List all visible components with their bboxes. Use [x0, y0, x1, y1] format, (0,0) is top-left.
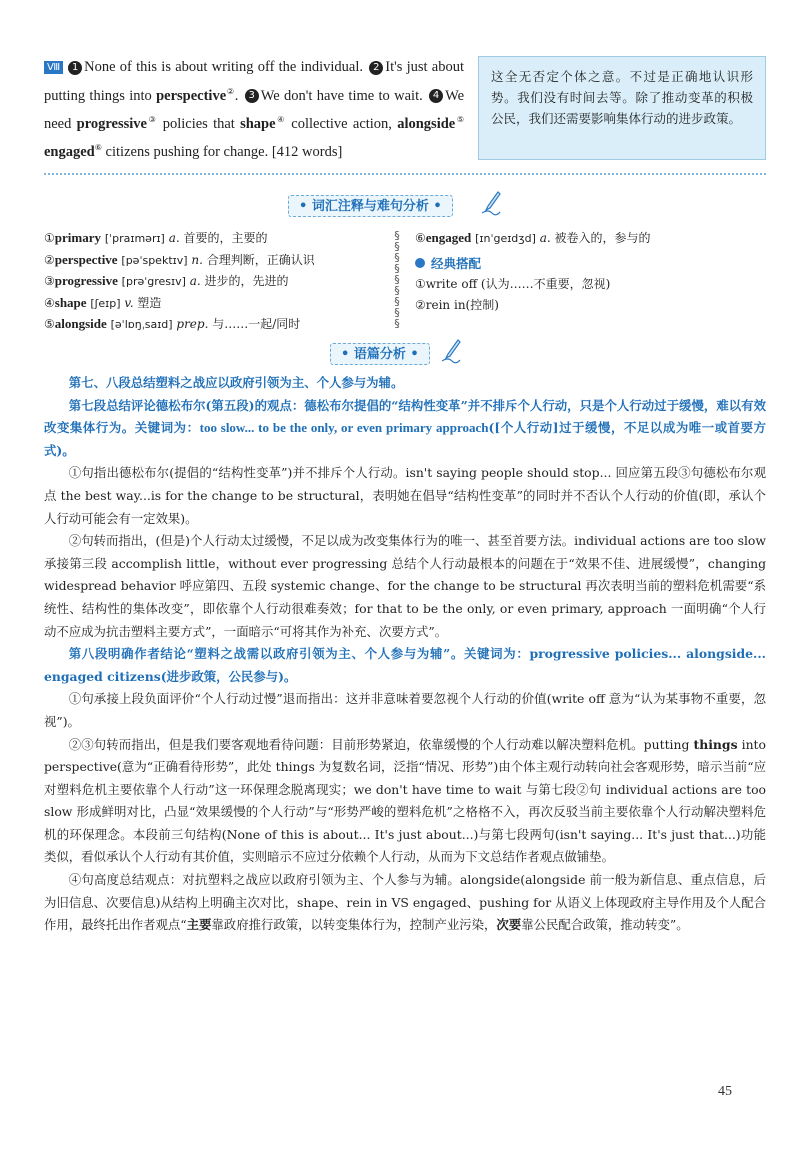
divider [44, 173, 766, 175]
paragraph-8-point-1: ①句承接上段负面评价“个人行动过慢”退而指出：这并非意味着要忽视个人行动的价值(write off 意为“认为某事物不重要，忽视”)。 [44, 691, 766, 729]
vocab-item: ②perspective [pəˈspektɪv] n. 合理判断，正确认识 [44, 251, 315, 267]
vocab-word-shape: shape [240, 115, 276, 132]
collocation-item: ①write off (认为……不重要，忽视) [415, 277, 611, 291]
footnote-mark: ③ [147, 114, 158, 124]
vocab-list-right [415, 228, 775, 315]
vocab-item: ⑤alongside [əˈlɒŋˌsaɪd] prep. 与……一起/同时 [44, 316, 301, 331]
vocab-item: ⑥engaged [ɪnˈgeɪdʒd] a. 被卷入的，参与的 [415, 230, 651, 245]
vocab-word-perspective: perspective [156, 87, 227, 104]
sentence-2a: It's just about putting things into [44, 59, 465, 104]
sentence-1: None of this is about writing off the individual. [84, 59, 364, 75]
sentence-number: 2 [369, 61, 383, 75]
vocab-word-alongside: alongside [397, 115, 456, 132]
pen-icon [440, 338, 462, 364]
paragraph-badge: Ⅷ [44, 61, 63, 74]
vocab-section-title: • 词汇注释与难句分析 • [288, 195, 453, 217]
sentence-number: 3 [245, 89, 259, 103]
bullet-icon [415, 258, 425, 268]
sentence-number: 1 [68, 61, 82, 75]
paragraph-8-point-2: ②③句转而指出，但是我们要客观地看待问题：目前形势紧迫，依靠缓慢的个人行动难以解决塑料危机。putting things into perspective(意为“正确看待形势”，此处 things 为复数名词，泛指“情况、形势”)由个体主观行动转向社会客观形势，暗示当前“应对塑料危机主要依靠个人行动”这一环保理念脱离现实；we don't have time to wait 与第七段②句 individual actions are too slow 形成鲜明对比，凸显“效果缓慢的个人行动”与“形势严峻的塑料危机”之格格不入，再次反驳当前主要依靠个人行动解决塑料危机的环保理念。本段前三句结构(None of this is about... It's just about...)与第七段两句(isn't saying... It's just that...)功能类似，看似承认个人行动有其价值，实则暗示不应过分依赖个人行动，从而为下文总结作者观点做铺垫。 [44, 736, 766, 865]
sentence-4b: policies that [157, 115, 241, 132]
pen-icon [480, 190, 502, 216]
vocab-item: ①primary [ˈpraɪmərɪ] a. 首要的，主要的 [44, 230, 268, 245]
translation-box: 这全无否定个体之意。不过是正确地认识形势。我们没有时间去等。除了推动变革的积极公民，我们还需要影响集体行动的进步政策。 [478, 56, 766, 160]
footnote-mark: ⑥ [94, 143, 102, 153]
sentence-4c: collective action, [286, 115, 398, 132]
paragraph-7-heading: 第七段总结评论德松布尔(第五段)的观点：德松布尔提倡的“结构性变革”并不排斥个人行动，只是个人行动过于缓慢，难以有效改变集体行为。关键词为：too slow... to be the only, or even primary approach([个人行动]过于缓慢，不足以成为唯一或首要方式)。 [44, 397, 767, 458]
paragraph-7-point-2: ②句转而指出，(但是)个人行动太过缓慢，不足以成为改变集体行为的唯一、甚至首要方法。individual actions are too slow 承接第三段 accomplish little，without ever progressing 总结个人行动最根本的问题在于“效果不佳、进展缓慢”，changing widespread behavior 呼应第四、五段 systemic change、for the change to be structural 再次表明当前的塑料危机需要“系统性、结构性的集体改变”，即依靠个人行动很难奏效；for that to be the only, or even primary, approach 一面明确“个人行动不应成为抗击塑料主要方式”，一面暗示“可将其作为补充、次要方式”。 [44, 533, 766, 639]
footnote-mark: ② [226, 86, 235, 96]
collocation-item: ②rein in(控制) [415, 297, 499, 312]
paragraph-8-heading: 第八段明确作者结论“塑料之战需以政府引领为主、个人参与为辅”。关键词为：progressive policies... alongside... engaged citizens(进步政策，公民参与)。 [44, 646, 766, 684]
paragraph-7-point-1: ①句指出德松布尔(提倡的“结构性变革”)并不排斥个人行动。isn't saying people should stop... 回应第五段③句德松布尔观点 the best way...is for the change to be structural，表明她在倡导“结构性变革”的同时并不否认个人行动的价值(即，承认个人行动可能会有一定效果)。 [44, 465, 766, 526]
footnote-mark: ⑤ [455, 114, 465, 124]
analysis-body [44, 372, 766, 937]
footnote-mark: ④ [275, 114, 286, 124]
sentence-4a: We need [44, 87, 465, 132]
sentence-3: We don't have time to wait. [260, 87, 423, 104]
collocation-title: 经典搭配 [415, 254, 775, 275]
vocab-item: ④shape [ʃeɪp] v. 塑造 [44, 294, 162, 310]
vocab-list-left [44, 228, 384, 336]
paragraph-8-point-4: ④句高度总结观点：对抗塑料之战应以政府引领为主、个人参与为辅。alongside(alongside 前一般为新信息、重点信息，后为旧信息、次要信息)从结构上明确主次对比，shape、rein in VS engaged、pushing for 从语义上体现政府主导作用及个人配合作用，最终托出作者观点“主要靠政府推行政策，以转变集体行为，控制产业污染，次要靠公民配合政策，推动转变”。 [44, 872, 766, 933]
sentence-number: 4 [429, 89, 443, 103]
sentence-2b: . [234, 87, 239, 104]
vocab-word-progressive: progressive [76, 115, 147, 132]
sentence-4e: citizens pushing for change. [412 words] [101, 143, 343, 160]
analysis-section-title: • 语篇分析 • [330, 343, 430, 365]
page-number: 45 [718, 1084, 732, 1099]
analysis-summary: 第七、八段总结塑料之战应以政府引领为主、个人参与为辅。 [68, 375, 404, 390]
column-separator: § § § § § § § § § [394, 229, 400, 330]
vocab-word-engaged: engaged [44, 143, 95, 160]
passage-paragraph [44, 56, 464, 164]
vocab-item: ③progressive [prəˈgresɪv] a. 进步的，先进的 [44, 273, 289, 288]
